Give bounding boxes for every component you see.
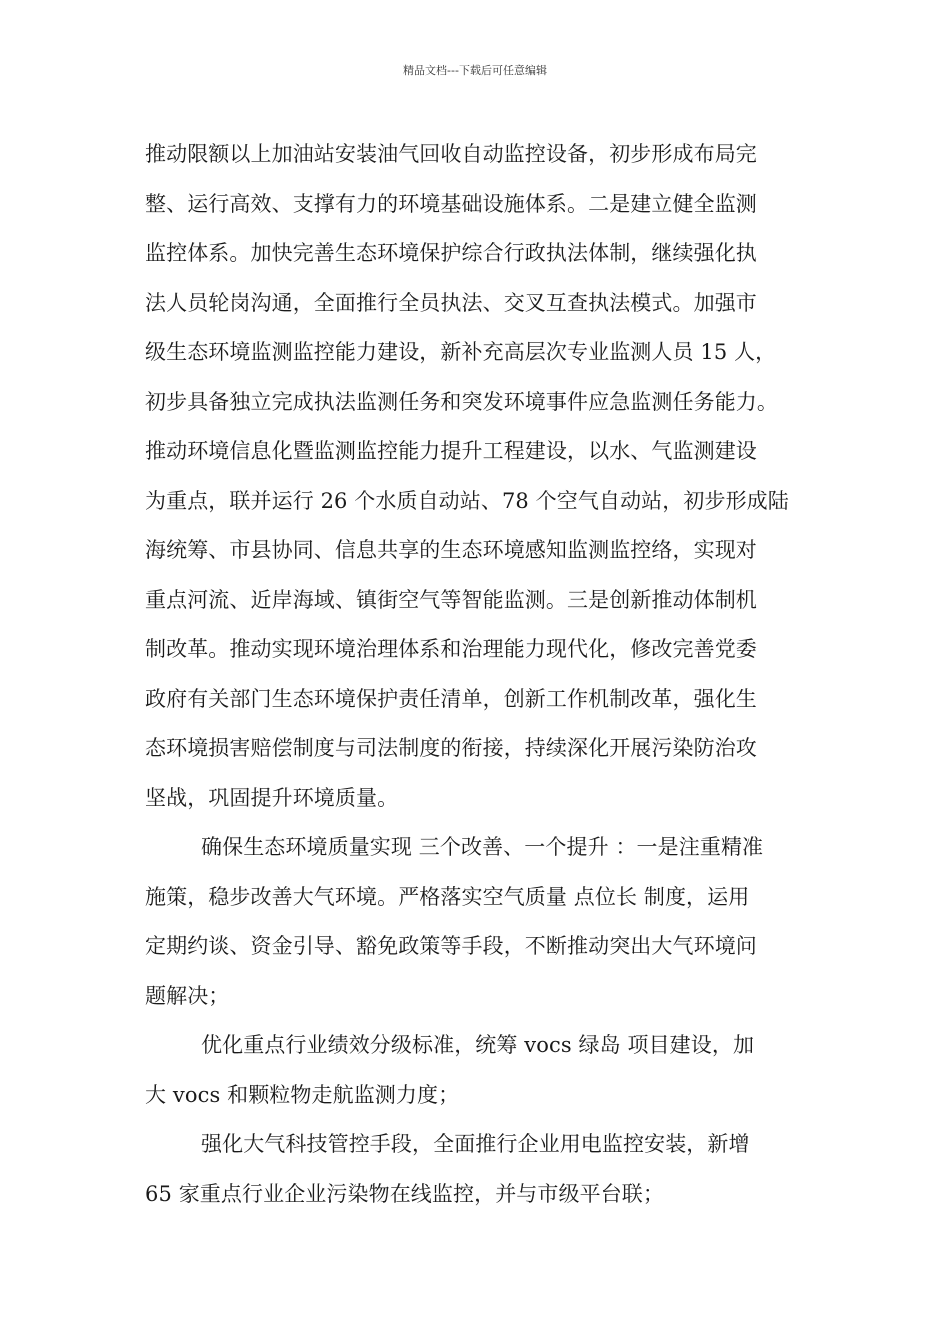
text-line: 大 vocs 和颗粒物走航监测力度； — [145, 1082, 460, 1107]
text-line: 政府有关部门生态环境保护责任清单，创新工作机制改革，强化生 — [145, 686, 757, 711]
text-line-indented: 优化重点行业绩效分级标准，统筹 vocs 绿岛 项目建设，加 — [201, 1033, 755, 1057]
paragraph-3 — [145, 1021, 815, 1120]
text-line: 制改革。推动实现环境治理体系和治理能力现代化，修改完善党委 — [145, 637, 757, 661]
paragraph-4 — [145, 1120, 815, 1219]
text-line: 监控体系。加快完善生态环境保护综合行政执法体制，继续强化执 — [145, 241, 757, 265]
text-line: 海统筹、市县协同、信息共享的生态环境感知监测监控络，实现对 — [145, 538, 757, 562]
page-header: 精品文档---下载后可任意编辑 — [403, 64, 547, 77]
text-line: 推动环境信息化暨监测监控能力提升工程建设，以水、气监测建设 — [145, 439, 757, 463]
text-line: 定期约谈、资金引导、豁免政策等手段，不断推动突出大气环境问 — [145, 934, 757, 958]
text-line: 级生态环境监测监控能力建设，新补充高层次专业监测人员 15 人， — [145, 340, 777, 364]
text-line: 整、运行高效、支撑有力的环境基础设施体系。二是建立健全监测 — [145, 191, 757, 216]
text-line: 65 家重点行业企业污染物在线监控，并与市级平台联； — [145, 1181, 664, 1206]
document-body — [145, 130, 815, 1219]
text-line: 推动限额以上加油站安装油气回收自动监控设备，初步形成布局完 — [145, 142, 757, 166]
text-line: 施策，稳步改善大气环境。严格落实空气质量 点位长 制度，运用 — [145, 884, 750, 909]
text-line: 题解决； — [145, 983, 230, 1008]
text-line-indented: 强化大气科技管控手段，全面推行企业用电监控安装，新增 — [201, 1132, 750, 1156]
text-line: 重点河流、近岸海域、镇街空气等智能监测。三是创新推动体制机 — [145, 587, 757, 612]
text-line: 态环境损害赔偿制度与司法制度的衔接，持续深化开展污染防治攻 — [145, 736, 757, 760]
text-line: 坚战，巩固提升环境质量。 — [145, 785, 399, 810]
paragraph-1 — [145, 130, 815, 823]
text-line-indented: 确保生态环境质量实现 三个改善、一个提升 ：一是注重精准 — [201, 835, 764, 859]
text-line: 初步具备独立完成执法监测任务和突发环境事件应急监测任务能力。 — [145, 389, 778, 414]
text-line: 法人员轮岗沟通，全面推行全员执法、交叉互查执法模式。加强市 — [145, 290, 757, 315]
text-line: 为重点，联并运行 26 个水质自动站、78 个空气自动站，初步形成陆 — [145, 488, 789, 513]
paragraph-2 — [145, 823, 815, 1021]
